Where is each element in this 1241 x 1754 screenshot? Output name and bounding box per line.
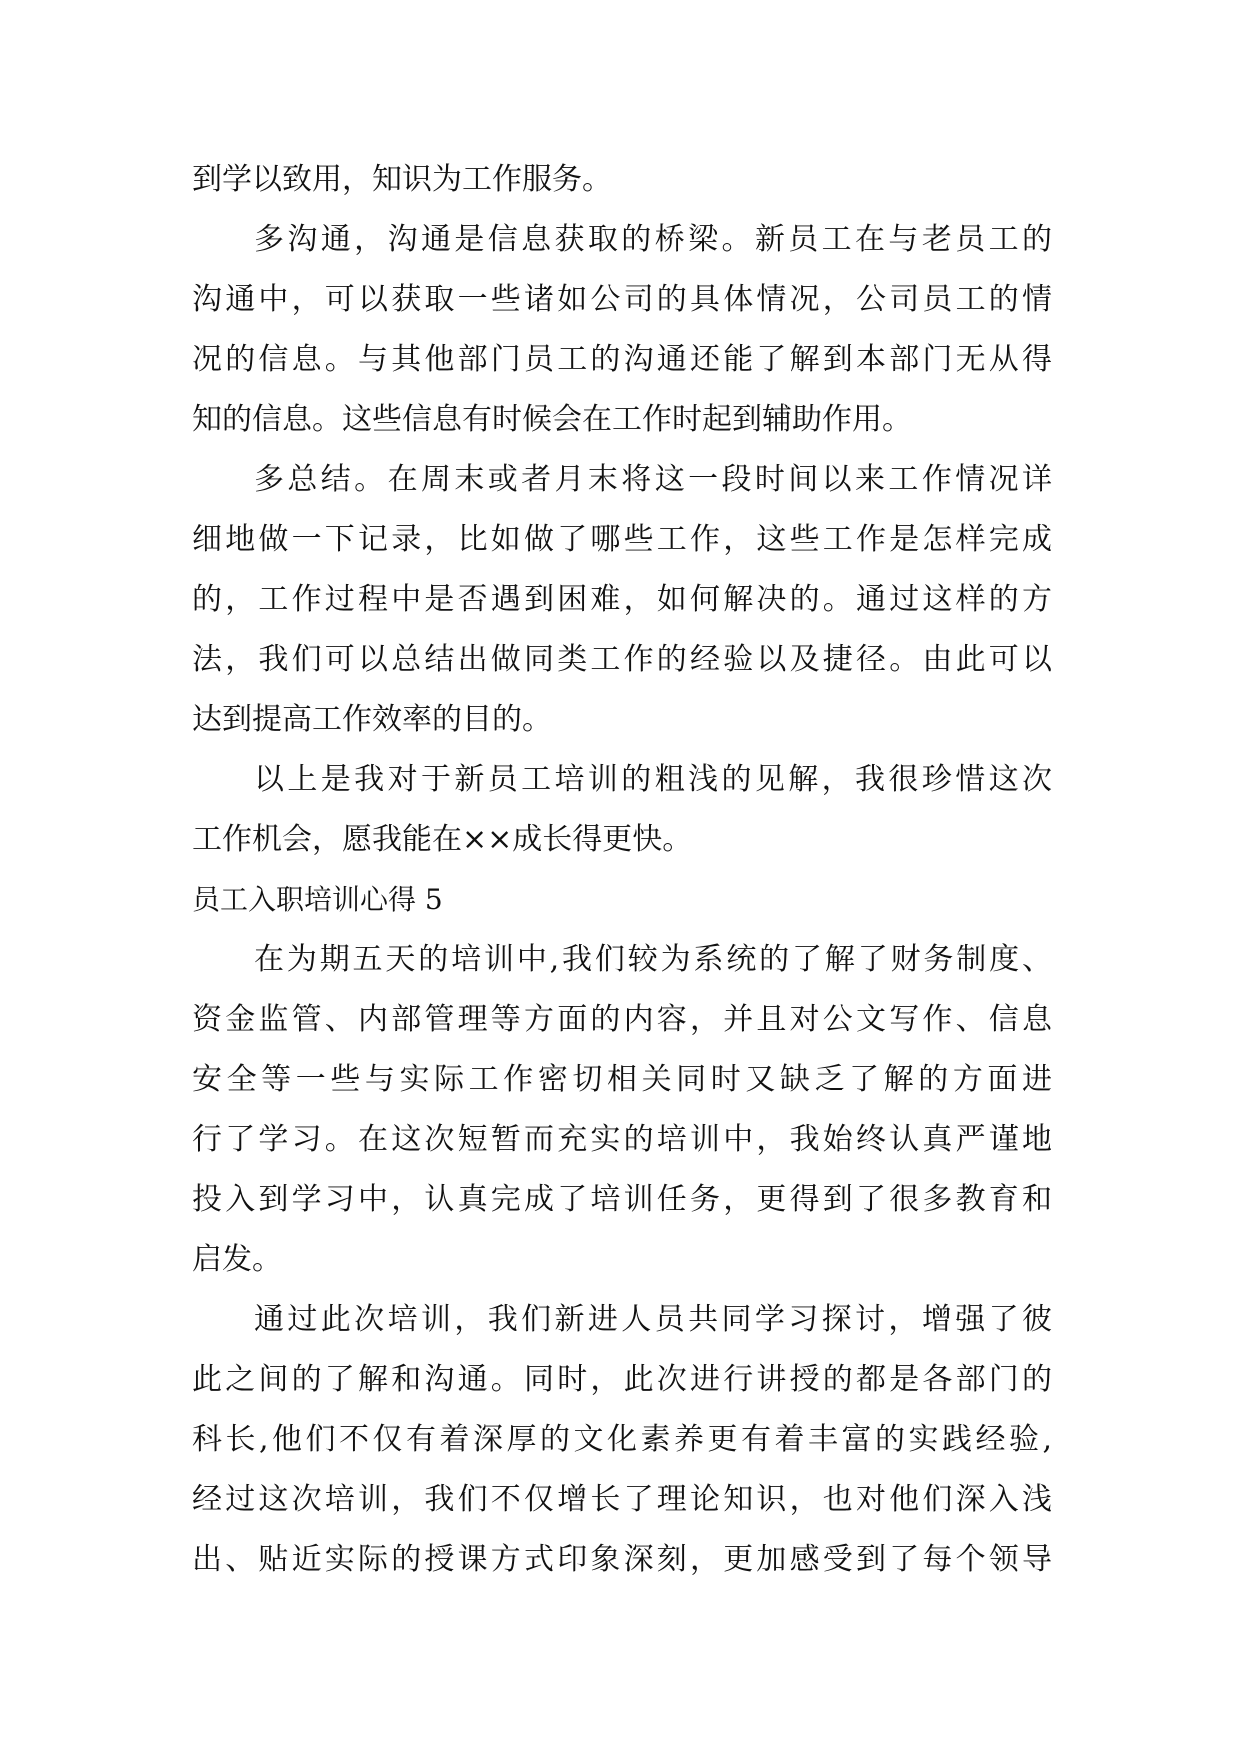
paragraph-line: 安全等一些与实际工作密切相关同时又缺乏了解的方面进 [192, 1062, 1052, 1097]
paragraph-line: 沟通中，可以获取一些诸如公司的具体情况，公司员工的情 [192, 282, 1052, 317]
paragraph-line: 科长,他们不仅有着深厚的文化素养更有着丰富的实践经验, [192, 1422, 1052, 1457]
paragraph-line: 投入到学习中，认真完成了培训任务，更得到了很多教育和 [192, 1182, 1052, 1217]
paragraph-line: 资金监管、内部管理等方面的内容，并且对公文写作、信息 [192, 1002, 1052, 1037]
section-heading: 员工入职培训心得 5 [192, 883, 443, 916]
paragraph-line: 此之间的了解和沟通。同时，此次进行讲授的都是各部门的 [192, 1362, 1052, 1397]
paragraph-line: 况的信息。与其他部门员工的沟通还能了解到本部门无从得 [192, 342, 1052, 377]
paragraph-line: 知的信息。这些信息有时候会在工作时起到辅助作用。 [192, 402, 912, 437]
paragraph-line: 多总结。在周末或者月末将这一段时间以来工作情况详 [254, 462, 1052, 497]
paragraph-line: 行了学习。在这次短暂而充实的培训中，我始终认真严谨地 [192, 1122, 1052, 1157]
paragraph-line: 的，工作过程中是否遇到困难，如何解决的。通过这样的方 [192, 582, 1052, 617]
paragraph-line: 启发。 [192, 1242, 282, 1277]
document-body [192, 150, 1052, 1590]
paragraph-line: 工作机会，愿我能在××成长得更快。 [192, 822, 693, 857]
paragraph-line: 细地做一下记录，比如做了哪些工作，这些工作是怎样完成 [192, 522, 1052, 557]
paragraph-line: 达到提高工作效率的目的。 [192, 702, 552, 737]
paragraph-line: 多沟通，沟通是信息获取的桥梁。新员工在与老员工的 [254, 222, 1052, 257]
paragraph-line: 经过这次培训，我们不仅增长了理论知识，也对他们深入浅 [192, 1482, 1052, 1517]
paragraph-line: 通过此次培训，我们新进人员共同学习探讨，增强了彼 [254, 1302, 1052, 1337]
paragraph-line: 法，我们可以总结出做同类工作的经验以及捷径。由此可以 [192, 642, 1052, 677]
paragraph-line: 出、贴近实际的授课方式印象深刻，更加感受到了每个领导 [192, 1542, 1052, 1577]
paragraph-line: 在为期五天的培训中,我们较为系统的了解了财务制度、 [254, 942, 1052, 977]
paragraph-line: 到学以致用，知识为工作服务。 [192, 162, 612, 197]
paragraph-line: 以上是我对于新员工培训的粗浅的见解，我很珍惜这次 [254, 762, 1052, 797]
